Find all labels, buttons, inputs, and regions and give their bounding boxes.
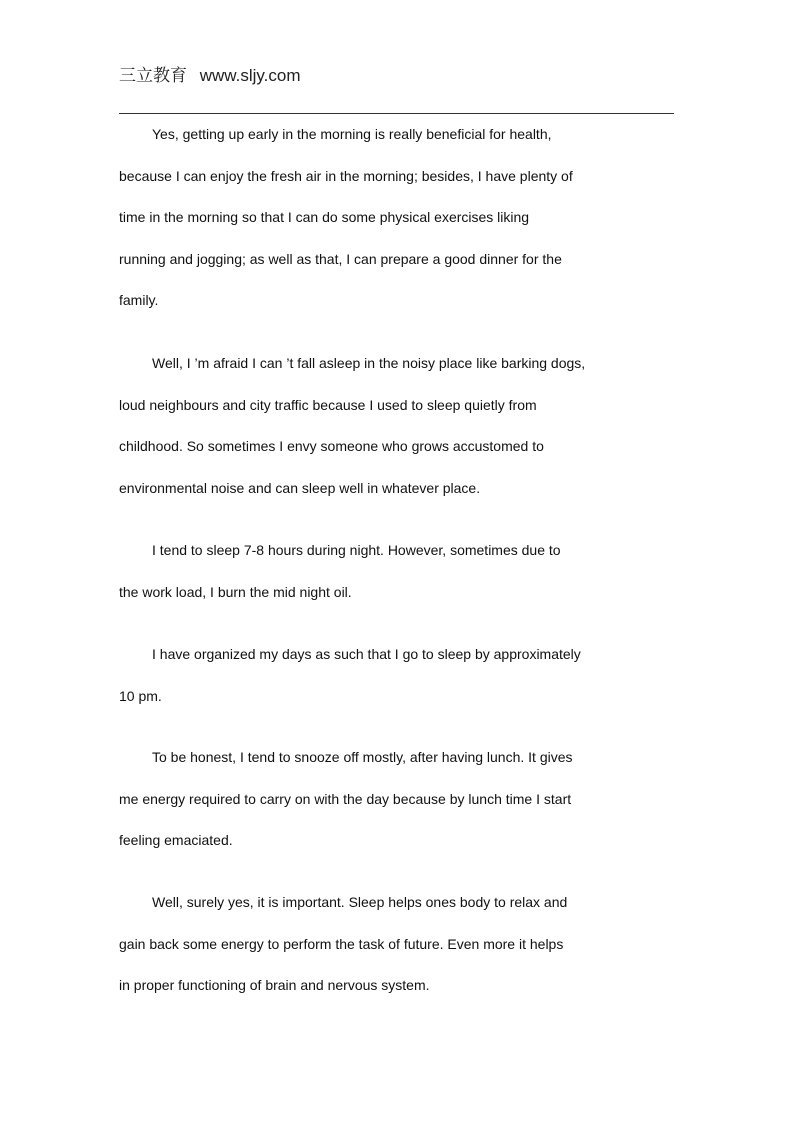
paragraph-line: I have organized my days as such that I go to sleep by approximately bbox=[152, 646, 581, 662]
paragraph-line: Yes, getting up early in the morning is really beneficial for health, bbox=[152, 126, 552, 142]
paragraph-line: in proper functioning of brain and nervous system. bbox=[119, 977, 430, 993]
paragraph-line: the work load, I burn the mid night oil. bbox=[119, 583, 352, 600]
paragraph-line: I tend to sleep 7-8 hours during night. However, sometimes due to bbox=[152, 542, 561, 558]
paragraph-line: Well, surely yes, it is important. Sleep helps ones body to relax and bbox=[152, 894, 568, 910]
brand-url: www.sljy.com bbox=[199, 66, 301, 85]
paragraph-line: To be honest, I tend to snooze off mostly, after having lunch. It gives bbox=[152, 749, 573, 765]
paragraph-line: Well, I ’m afraid I can ’t fall asleep in the noisy place like barking dogs, bbox=[152, 355, 586, 371]
paragraph-line: gain back some energy to perform the task of future. Even more it helps bbox=[119, 935, 564, 952]
paragraph-line: 10 pm. bbox=[119, 687, 162, 704]
paragraph-line: because I can enjoy the fresh air in the morning; besides, I have plenty of bbox=[119, 167, 573, 184]
paragraph-line: environmental noise and can sleep well in whatever place. bbox=[119, 479, 481, 496]
paragraph-sleep-hours bbox=[119, 530, 659, 613]
paragraph-line: me energy required to carry on with the day because by lunch time I start bbox=[119, 790, 572, 807]
paragraph-noise bbox=[119, 343, 659, 509]
page-header bbox=[119, 64, 300, 88]
paragraph-line: running and jogging; as well as that, I can prepare a good dinner for the bbox=[119, 250, 562, 267]
paragraph-line: childhood. So sometimes I envy someone who grows accustomed to bbox=[119, 438, 544, 454]
paragraph-line: time in the morning so that I can do some physical exercises liking bbox=[119, 209, 530, 225]
paragraph-line: loud neighbours and city traffic because I used to sleep quietly from bbox=[119, 396, 537, 413]
brand-name: 三立教育 bbox=[119, 66, 187, 86]
paragraph-importance bbox=[119, 882, 659, 1007]
paragraph-line: feeling emaciated. bbox=[119, 832, 233, 848]
paragraph-bedtime bbox=[119, 634, 659, 717]
paragraph-early-rising bbox=[119, 114, 659, 322]
paragraph-nap bbox=[119, 737, 659, 862]
paragraph-line: family. bbox=[119, 292, 159, 308]
